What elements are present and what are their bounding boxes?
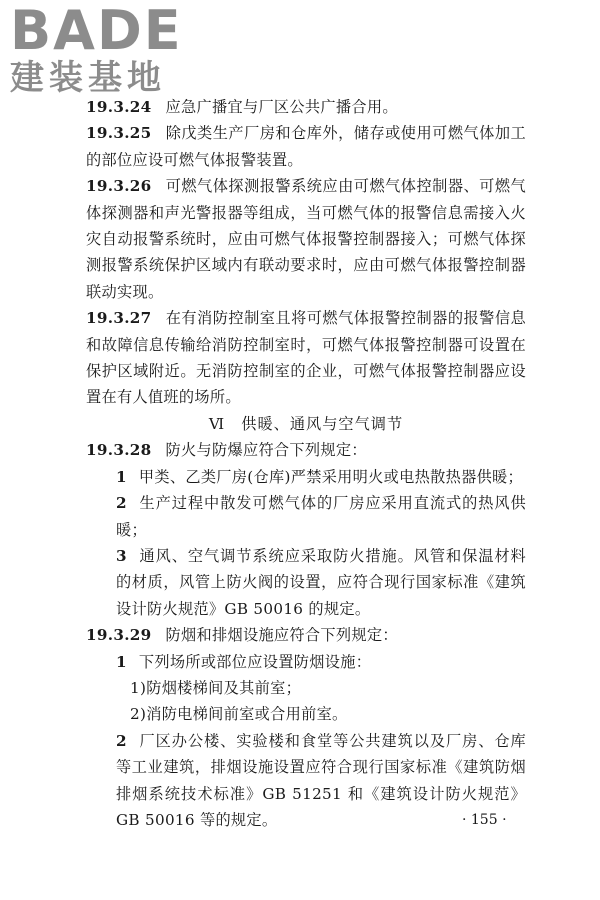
clause-number: 19.3.29 (86, 626, 152, 645)
clause-text: 可燃气体探测报警系统应由可燃气体控制器、可燃气体探测器和声光警报器等组成，当可燃气体的报警信息需接入火灾自动报警系统时，应由可燃气体报警控制器接入；可燃气体探测报警系统保护区域内有联动要求时，应由可燃气体报警控制器联动实现。 (86, 177, 526, 301)
clause-text: 除戊类生产厂房和仓库外，储存或使用可燃气体加工的部位应设可燃气体报警装置。 (86, 124, 526, 169)
item-number: 2 (116, 494, 127, 513)
item-number: 2 (116, 731, 127, 750)
clause-text: 防烟和排烟设施应符合下列规定： (165, 626, 398, 645)
list-item (86, 649, 526, 675)
list-item (86, 490, 526, 543)
subitem-number: 1) (130, 678, 147, 697)
list-item (86, 543, 526, 622)
clause-19-3-24 (86, 94, 526, 120)
item-number: 1 (116, 652, 127, 671)
clause-text: 在有消防控制室且将可燃气体报警控制器的报警信息和故障信息传输给消防控制室时，可燃气体报警控制器可设置在保护区域附近。无消防控制室的企业，可燃气体报警控制器应设置在有人值班的场所。 (86, 309, 526, 407)
clause-number: 19.3.26 (86, 177, 152, 196)
clause-number: 19.3.27 (86, 309, 152, 328)
logo-wordmark: BADE (10, 0, 183, 62)
subitem-text: 防烟楼梯间及其前室； (146, 678, 302, 697)
item-text: 生产过程中散发可燃气体的厂房应采用直流式的热风供暖； (116, 494, 526, 539)
item-text: 通风、空气调节系统应采取防火措施。风管和保温材料的材质，风管上防火阀的设置，应符合现行国家标准《建筑设计防火规范》GB 50016 的规定。 (116, 546, 526, 618)
clause-number: 19.3.28 (86, 441, 152, 460)
subitem-number: 2) (130, 705, 147, 724)
logo-subtitle: 建装基地 (10, 58, 166, 98)
clause-19-3-26 (86, 173, 526, 305)
clause-text: 应急广播宜与厂区公共广播合用。 (165, 98, 398, 116)
item-text: 甲类、乙类厂房(仓库)严禁采用明火或电热散热器供暖； (138, 467, 524, 486)
bade-logo (10, 0, 183, 98)
clause-19-3-28 (86, 437, 526, 463)
item-text: 厂区办公楼、实验楼和食堂等公共建筑以及厂房、仓库等工业建筑，排烟设施设置应符合现行国家标准《建筑防烟排烟系统技术标准》GB 51251 和《建筑设计防火规范》GB 50016 等的规定。 (116, 731, 526, 829)
clause-19-3-25 (86, 120, 526, 173)
clause-19-3-29 (86, 622, 526, 648)
document-body (86, 94, 526, 833)
item-text: 下列场所或部位应设置防烟设施： (138, 652, 372, 671)
clause-19-3-27 (86, 305, 526, 411)
item-number: 3 (116, 546, 127, 565)
sub-list-item (86, 675, 526, 701)
sub-list-item (86, 701, 526, 727)
item-number: 1 (116, 467, 127, 486)
clause-text: 防火与防爆应符合下列规定： (165, 441, 367, 460)
list-item (86, 464, 526, 490)
page-number: · 155 · (462, 812, 507, 828)
section-heading: Ⅵ 供暖、通风与空气调节 (208, 414, 404, 433)
list-item (86, 728, 526, 834)
clause-number: 19.3.25 (86, 124, 152, 143)
clause-number: 19.3.24 (86, 98, 152, 116)
subitem-text: 消防电梯间前室或合用前室。 (146, 705, 348, 724)
